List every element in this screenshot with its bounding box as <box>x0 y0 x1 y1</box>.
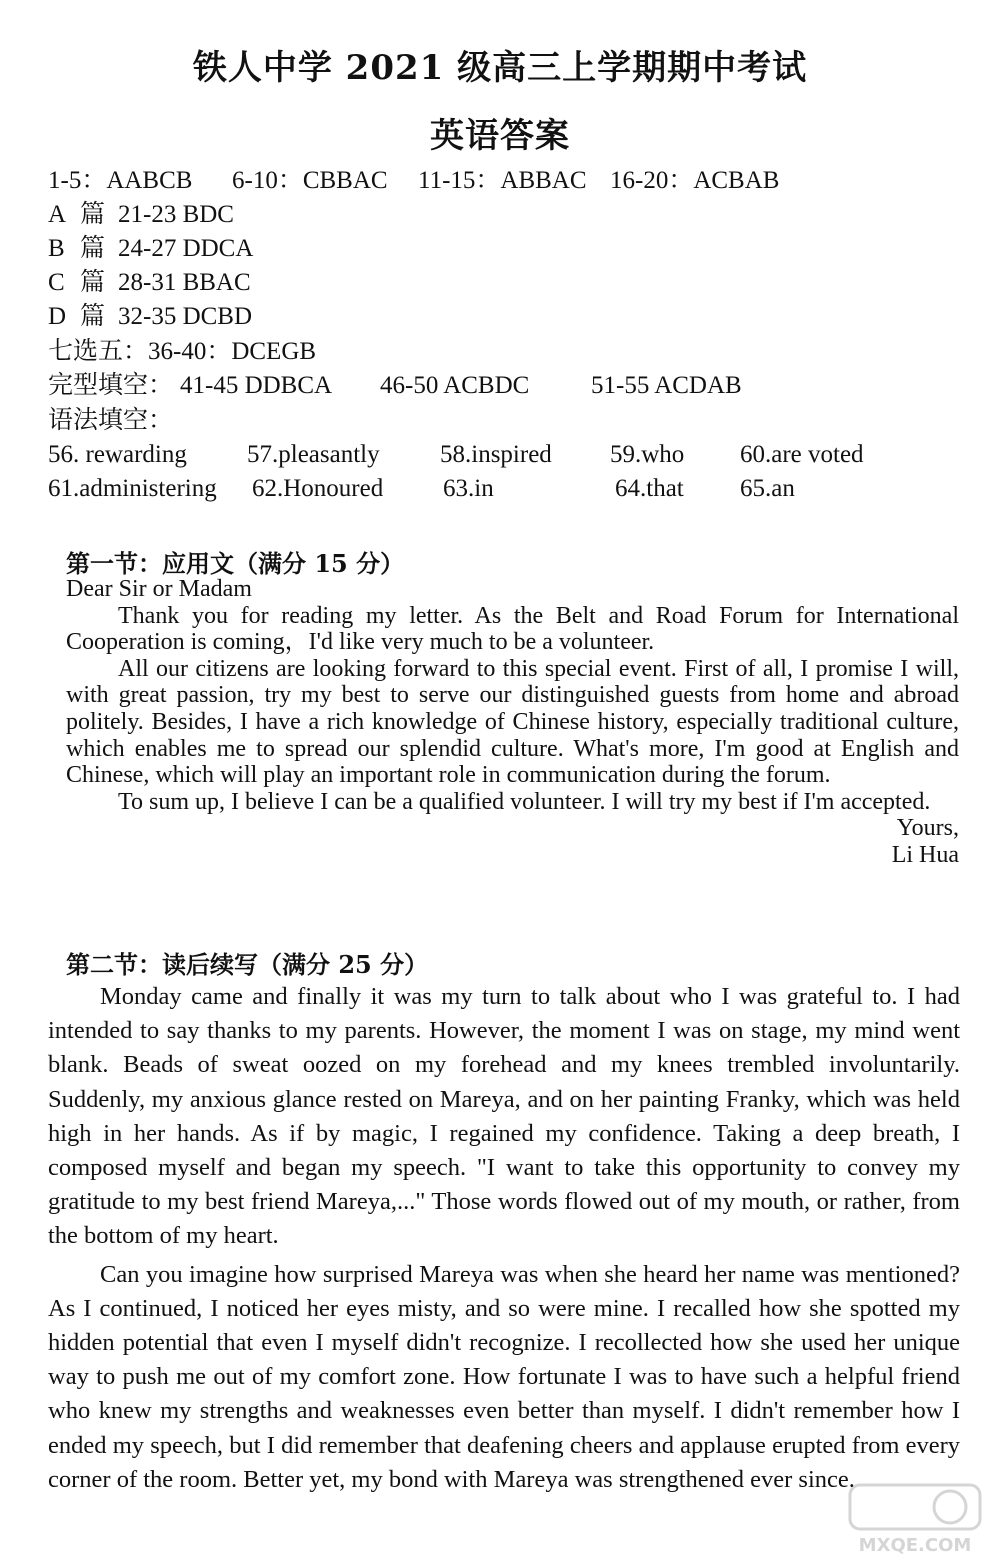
listening-group: 1-5：AABCB <box>48 167 193 194</box>
passage-label: 篇 <box>80 201 106 228</box>
cloze-group: 46-50 ACBDC <box>380 372 530 399</box>
passage-label: 篇 <box>80 269 106 296</box>
passage-letter: C <box>48 269 65 296</box>
continuation-essay <box>48 980 960 1497</box>
grammar-answer: 60.are voted <box>740 441 864 468</box>
cloze-label: 完型填空： <box>48 372 174 399</box>
grammar-answer: 58.inspired <box>440 441 552 468</box>
letter-salutation: Dear Sir or Madam <box>66 576 252 602</box>
listening-group: 11-15：ABBAC <box>418 167 587 194</box>
letter-signature: Li Hua <box>891 841 959 868</box>
passage-letter: D <box>48 303 67 330</box>
grammar-answer: 61.administering <box>48 475 217 502</box>
grammar-answer: 63.in <box>443 475 494 502</box>
document-title: 铁人中学 2021 级高三上学期期中考试 <box>192 48 808 88</box>
passage-letter: A <box>48 201 67 228</box>
letter-paragraph: Thank you for reading my letter. As the Belt and Road Forum for International Cooperation is coming，I'd like very much to be a volunteer. <box>66 602 959 656</box>
letter-paragraph: To sum up, I believe I can be a qualified volunteer. I will try my best if I'm accepted. <box>118 788 931 815</box>
letter-closing: Yours, <box>896 815 959 842</box>
listening-group: 16-20：ACBAB <box>610 167 780 194</box>
grammar-answer: 64.that <box>615 475 684 502</box>
passage-letter: B <box>48 235 65 262</box>
essay-paragraph: Can you imagine how surprised Mareya was when she heard her name was mentioned? As I continued, I noticed her eyes misty, and so were mine. I recalled how she spotted my hidden potential that even I myself didn't recognize. I recollected how she used her unique way to push me out of my comfort zone. How fortunate I was to have such a helpful friend who knew my strengths and weaknesses even better than myself. I didn't remember how I ended my speech, but I did remember that deafening cheers and applause erupted from every corner of the room. Better yet, my bond with Mareya was strengthened ever since. <box>48 1260 960 1493</box>
passage-answer: 21-23 BDC <box>118 201 234 228</box>
grammar-answer: 65.an <box>740 475 795 502</box>
essay-paragraph: Monday came and finally it was my turn to talk about who I was grateful to. I had intended to say thanks to my parents. However, the moment I was on stage, my mind went blank. Beads of sweat oozed on my forehead and my knees trembled involuntarily. Suddenly, my anxious glance rested on Mareya, and on her painting Franky, which was held high in her hands. As if by magic, I regained my confidence. Taking a deep breath, I composed myself and began my speech. "I want to take this opportunity to convey my gratitude to my best friend Mareya,..." Those words flowed out of my mouth, or rather, from the bottom of my heart. <box>48 983 960 1250</box>
passage-answer: 24-27 DDCA <box>118 235 254 262</box>
grammar-answer: 56. rewarding <box>48 441 187 468</box>
grammar-answer: 57.pleasantly <box>247 441 380 468</box>
cloze-group: 41-45 DDBCA <box>180 372 333 399</box>
grammar-answer: 62.Honoured <box>252 475 384 502</box>
passage-label: 篇 <box>80 235 106 262</box>
application-letter <box>66 576 959 869</box>
letter-paragraph: All our citizens are looking forward to this special event. First of all, I promise I will, with great passion, try my best to serve our distinguished guests from home and abroad politely. Besides, I have a rich knowledge of Chinese history, especially traditional culture, which enables me to spread our splendid culture. What's more, I'm good at English and Chinese, which will play an important role in communication during the forum. <box>66 655 959 789</box>
document-subtitle: 英语答案 <box>430 116 570 156</box>
section2-heading: 第二节：读后续写（满分 25 分） <box>66 950 429 979</box>
cloze-group: 51-55 ACDAB <box>591 372 742 399</box>
grammar-answer: 59.who <box>610 441 685 468</box>
passage-answer: 28-31 BBAC <box>118 269 251 296</box>
listening-group: 6-10：CBBAC <box>232 167 388 194</box>
section1-heading: 第一节：应用文（满分 15 分） <box>66 549 405 578</box>
passage-label: 篇 <box>80 303 106 330</box>
seven-choose-five-answer: 七选五：36-40：DCEGB <box>48 338 317 365</box>
passage-answer: 32-35 DCBD <box>118 303 253 330</box>
grammar-label: 语法填空： <box>48 407 174 434</box>
watermark-text: MXQE.COM <box>858 1535 972 1556</box>
watermark-logo <box>840 1479 990 1559</box>
